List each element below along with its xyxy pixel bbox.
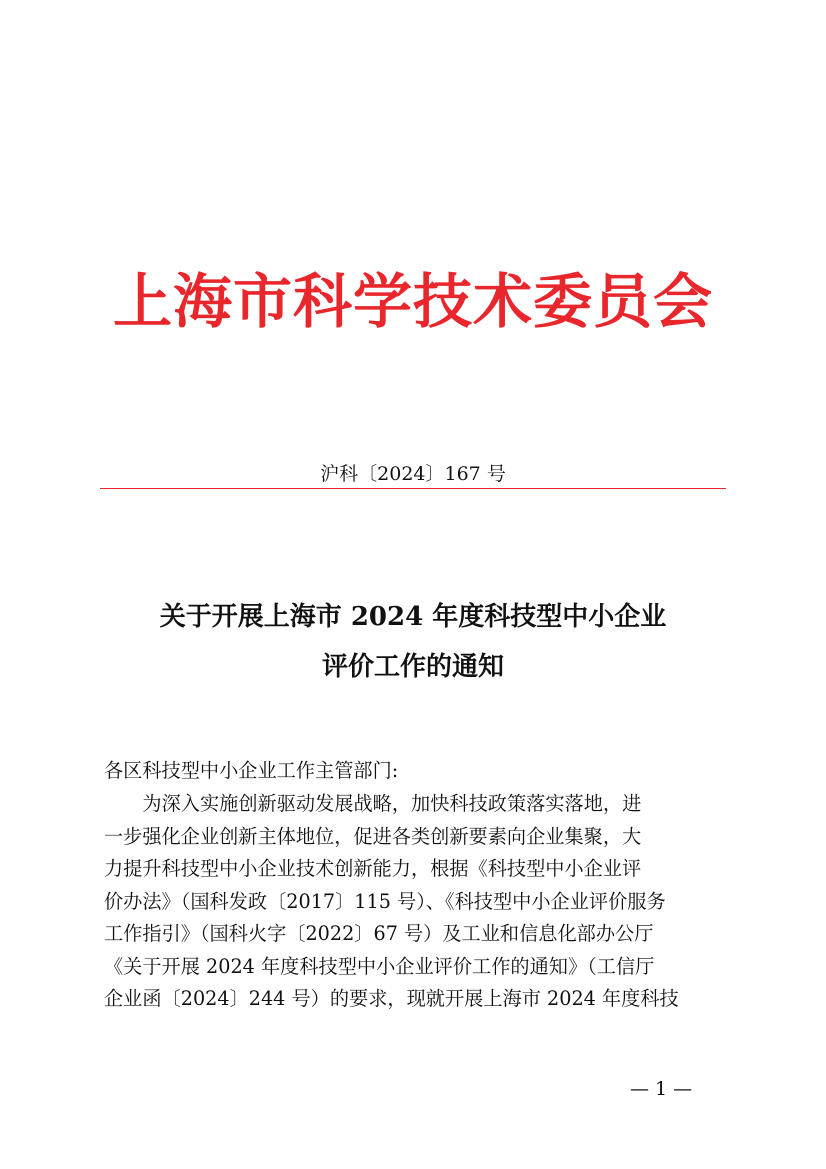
organization-title: 上海市科学技术委员会 [112,267,713,336]
notice-title-line-2: 评价工作的通知 [321,652,504,682]
page-number: — 1 — [630,1078,693,1100]
paragraph-line: 企业函〔2024〕244 号）的要求，现就开展上海市 2024 年度科技 [104,987,679,1010]
paragraph-line: 《关于开展 2024 年度科技型中小企业评价工作的通知》（工信厅 [104,954,655,978]
paragraph-line: 为深入实施创新驱动发展战略，加快科技政策落实落地，进 [142,792,642,815]
addressee: 各区科技型中小企业工作主管部门: [104,759,399,782]
paragraph-line: 工作指引》（国科火字〔2022〕67 号）及工业和信息化部办公厅 [104,922,654,945]
body-paragraph [104,788,726,1016]
red-divider-line [100,488,726,489]
paragraph-line: 一步强化企业创新主体地位，促进各类创新要素向企业集聚，大 [104,824,642,848]
paragraph-line: 力提升科技型中小企业技术创新能力，根据《科技型中小企业评 [104,857,642,880]
document-number: 沪科〔2024〕167 号 [320,463,506,485]
paragraph-line: 价办法》（国科发政〔2017〕115 号）、《科技型中小企业评价服务 [104,889,666,913]
notice-title [0,592,826,692]
notice-title-line-1: 关于开展上海市 2024 年度科技型中小企业 [159,602,667,632]
